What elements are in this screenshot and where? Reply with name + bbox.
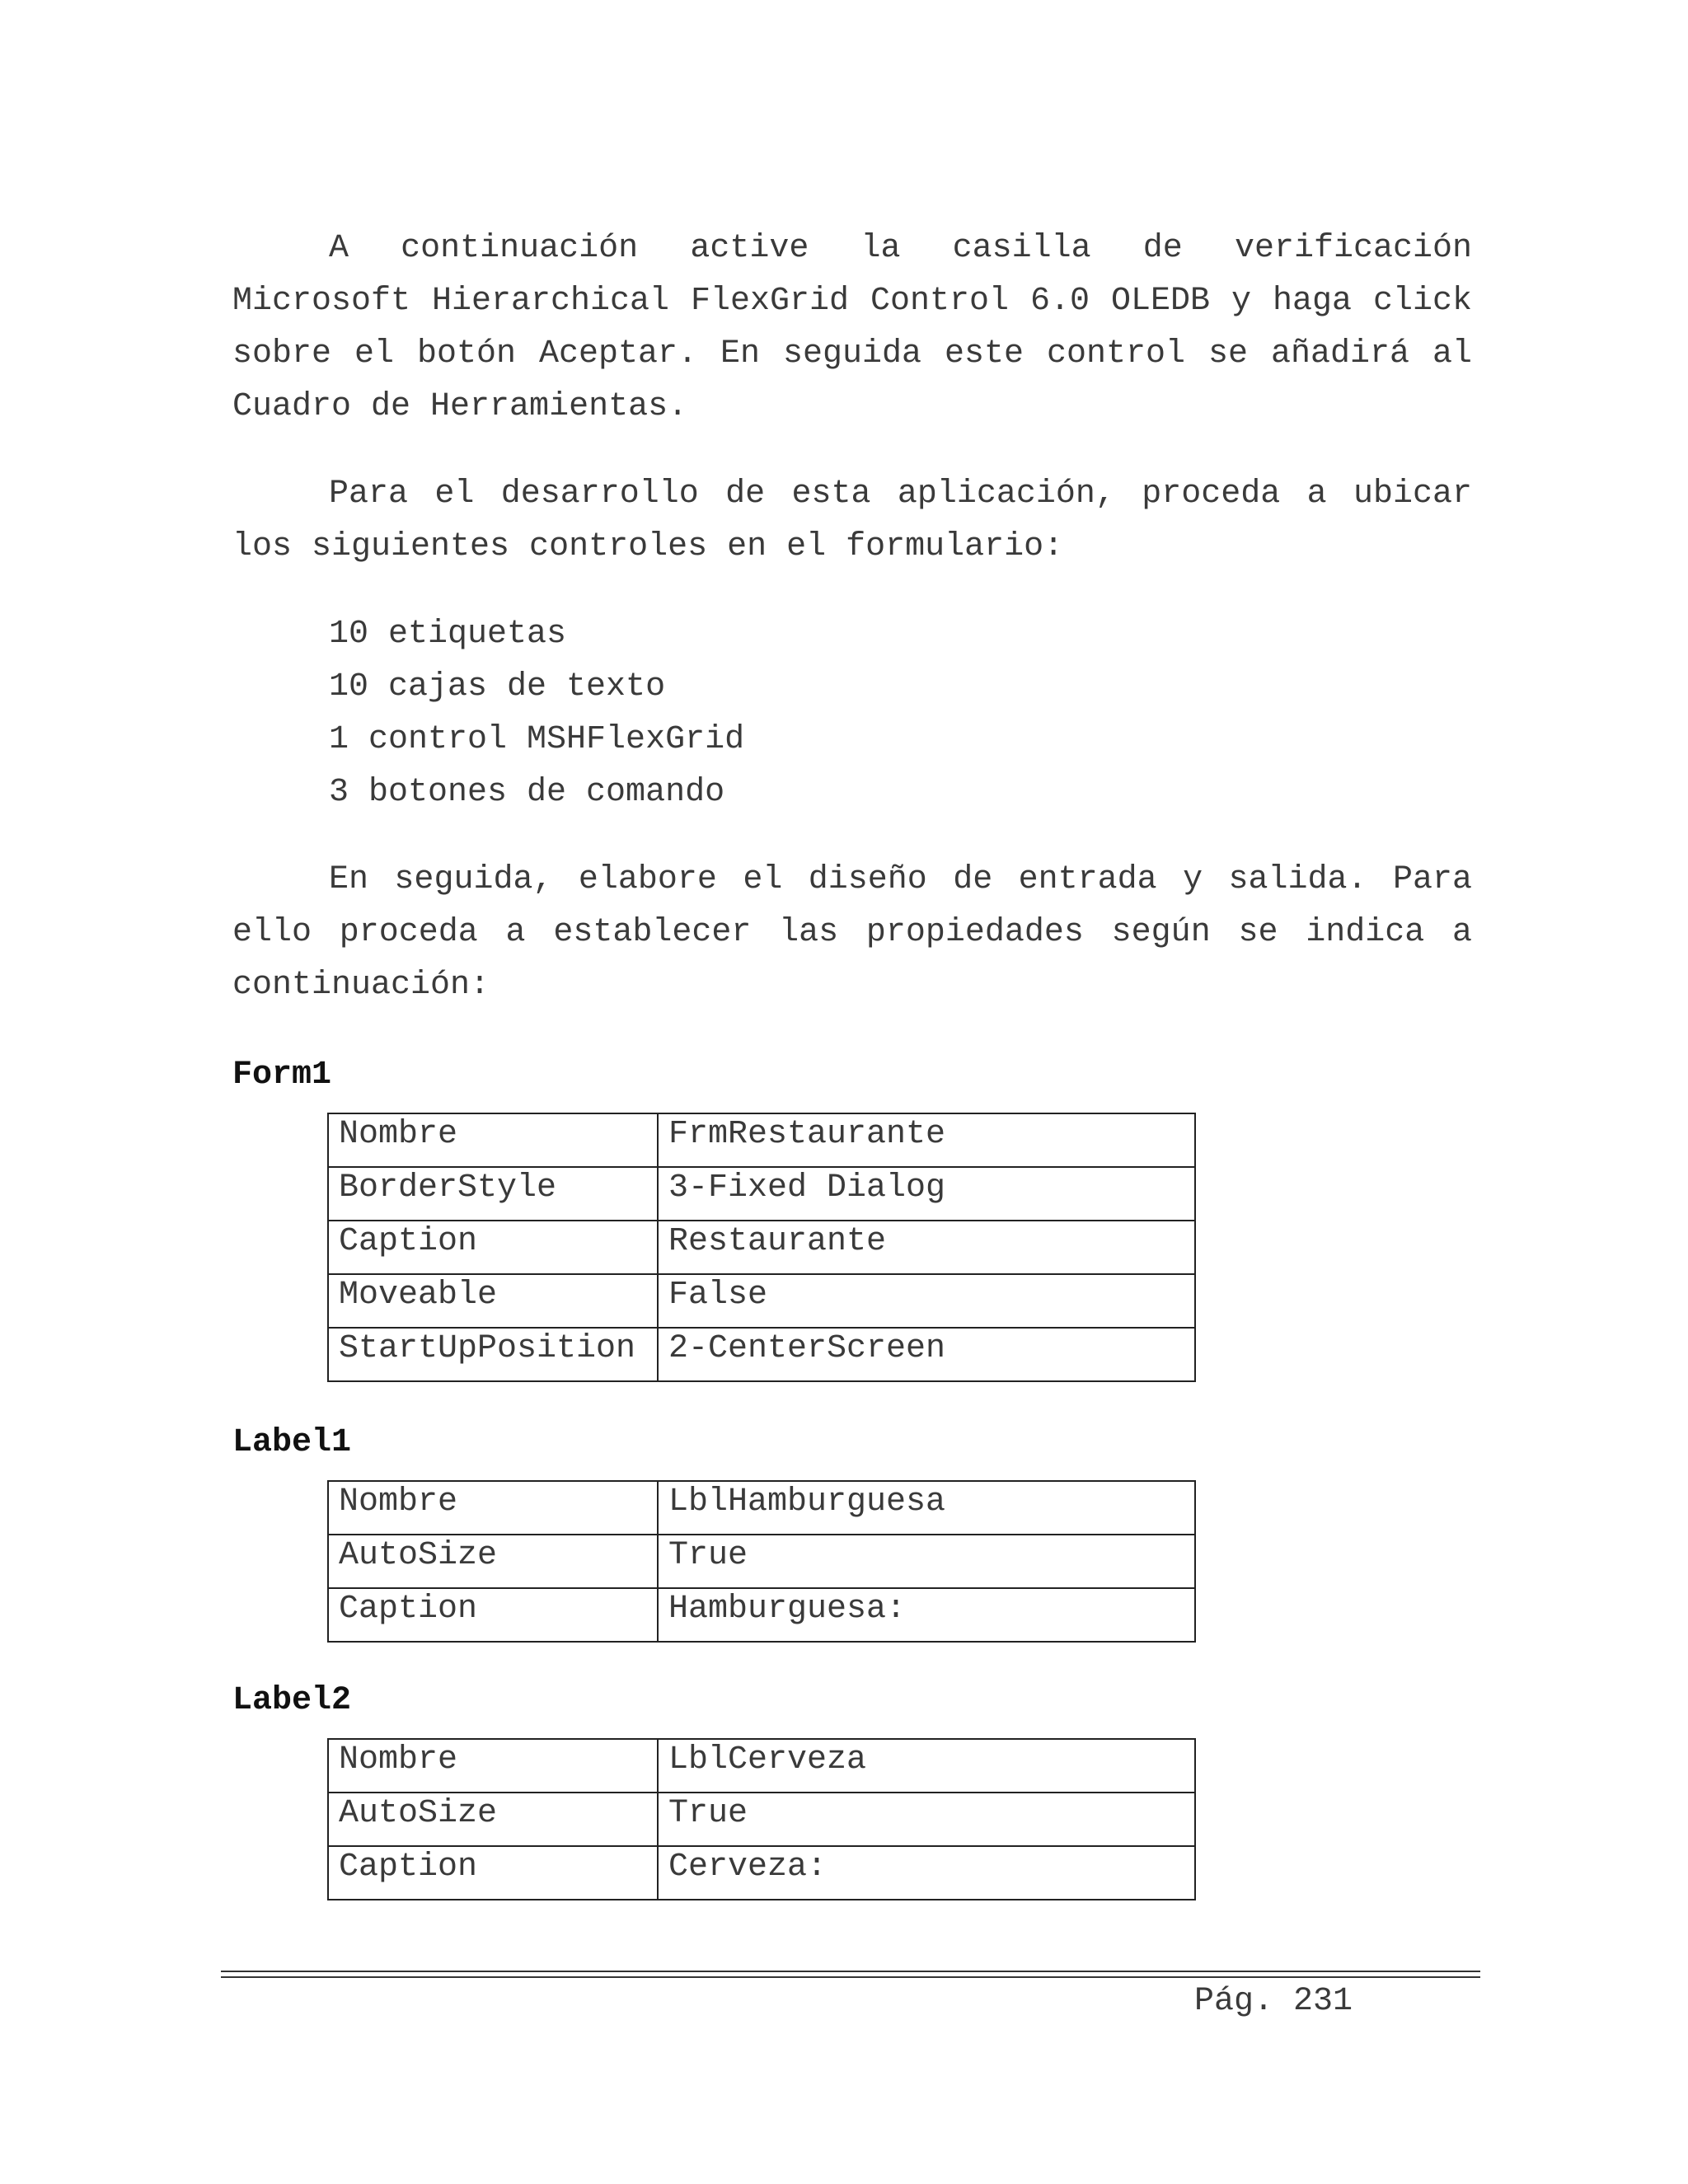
- intro-paragraph: [232, 223, 1472, 434]
- controls-intro-paragraph-text: Para el desarrollo de esta aplicación, proceda a ubicar los siguientes controles en el formulario:: [232, 476, 1472, 565]
- property-value-cell: Restaurante: [658, 1221, 1195, 1274]
- list-item: 3 botones de comando: [329, 774, 725, 811]
- property-name-cell: StartUpPosition: [328, 1328, 658, 1381]
- table-row: [328, 1221, 1195, 1274]
- table-row: [328, 1328, 1195, 1381]
- table-row: [328, 1113, 1195, 1167]
- property-name-cell: Moveable: [328, 1274, 658, 1328]
- property-value-cell: LblHamburguesa: [658, 1481, 1195, 1535]
- list-item: 10 etiquetas: [329, 616, 567, 653]
- controls-list: [329, 608, 744, 819]
- property-value-cell: False: [658, 1274, 1195, 1328]
- property-name-cell: Nombre: [328, 1481, 658, 1535]
- property-name-cell: Nombre: [328, 1113, 658, 1167]
- property-value-cell: True: [658, 1535, 1195, 1588]
- footer-divider: [221, 1976, 1480, 1978]
- list-item: 1 control MSHFlexGrid: [329, 721, 745, 758]
- list-item: 10 cajas de texto: [329, 668, 666, 705]
- property-name-cell: Caption: [328, 1221, 658, 1274]
- property-value-cell: Cerveza:: [658, 1846, 1195, 1900]
- table-row: [328, 1739, 1195, 1793]
- design-paragraph: [232, 854, 1472, 1012]
- table-row: [328, 1481, 1195, 1535]
- property-name-cell: BorderStyle: [328, 1167, 658, 1221]
- design-paragraph-text: En seguida, elabore el diseño de entrada y salida. Para ello proceda a establecer las propiedades según se indica a continuación:: [232, 861, 1472, 1004]
- property-name-cell: Caption: [328, 1588, 658, 1642]
- section-heading-label1: Label1: [232, 1424, 352, 1461]
- property-name-cell: AutoSize: [328, 1793, 658, 1846]
- property-name-cell: Nombre: [328, 1739, 658, 1793]
- property-value-cell: True: [658, 1793, 1195, 1846]
- table-row: [328, 1167, 1195, 1221]
- table-row: [328, 1793, 1195, 1846]
- property-value-cell: FrmRestaurante: [658, 1113, 1195, 1167]
- property-value-cell: LblCerveza: [658, 1739, 1195, 1793]
- table-row: [328, 1846, 1195, 1900]
- section-heading-form1: Form1: [232, 1057, 332, 1094]
- properties-table-label2: [327, 1738, 1196, 1900]
- property-value-cell: 2-CenterScreen: [658, 1328, 1195, 1381]
- properties-table-form1: [327, 1113, 1196, 1382]
- properties-table-label1: [327, 1480, 1196, 1643]
- table-row: [328, 1535, 1195, 1588]
- controls-intro-paragraph: [232, 468, 1472, 574]
- section-heading-label2: Label2: [232, 1682, 352, 1719]
- property-name-cell: Caption: [328, 1846, 658, 1900]
- footer-divider: [221, 1971, 1480, 1972]
- intro-paragraph-text: A continuación active la casilla de verificación Microsoft Hierarchical FlexGrid Control 6.0 OLEDB y haga click sobre el botón Aceptar. En seguida este control se añadirá al Cuadro de Herramientas.: [232, 230, 1472, 425]
- page-number: Pág. 231: [1194, 1983, 1353, 2020]
- property-value-cell: 3-Fixed Dialog: [658, 1167, 1195, 1221]
- property-value-cell: Hamburguesa:: [658, 1588, 1195, 1642]
- table-row: [328, 1588, 1195, 1642]
- table-row: [328, 1274, 1195, 1328]
- property-name-cell: AutoSize: [328, 1535, 658, 1588]
